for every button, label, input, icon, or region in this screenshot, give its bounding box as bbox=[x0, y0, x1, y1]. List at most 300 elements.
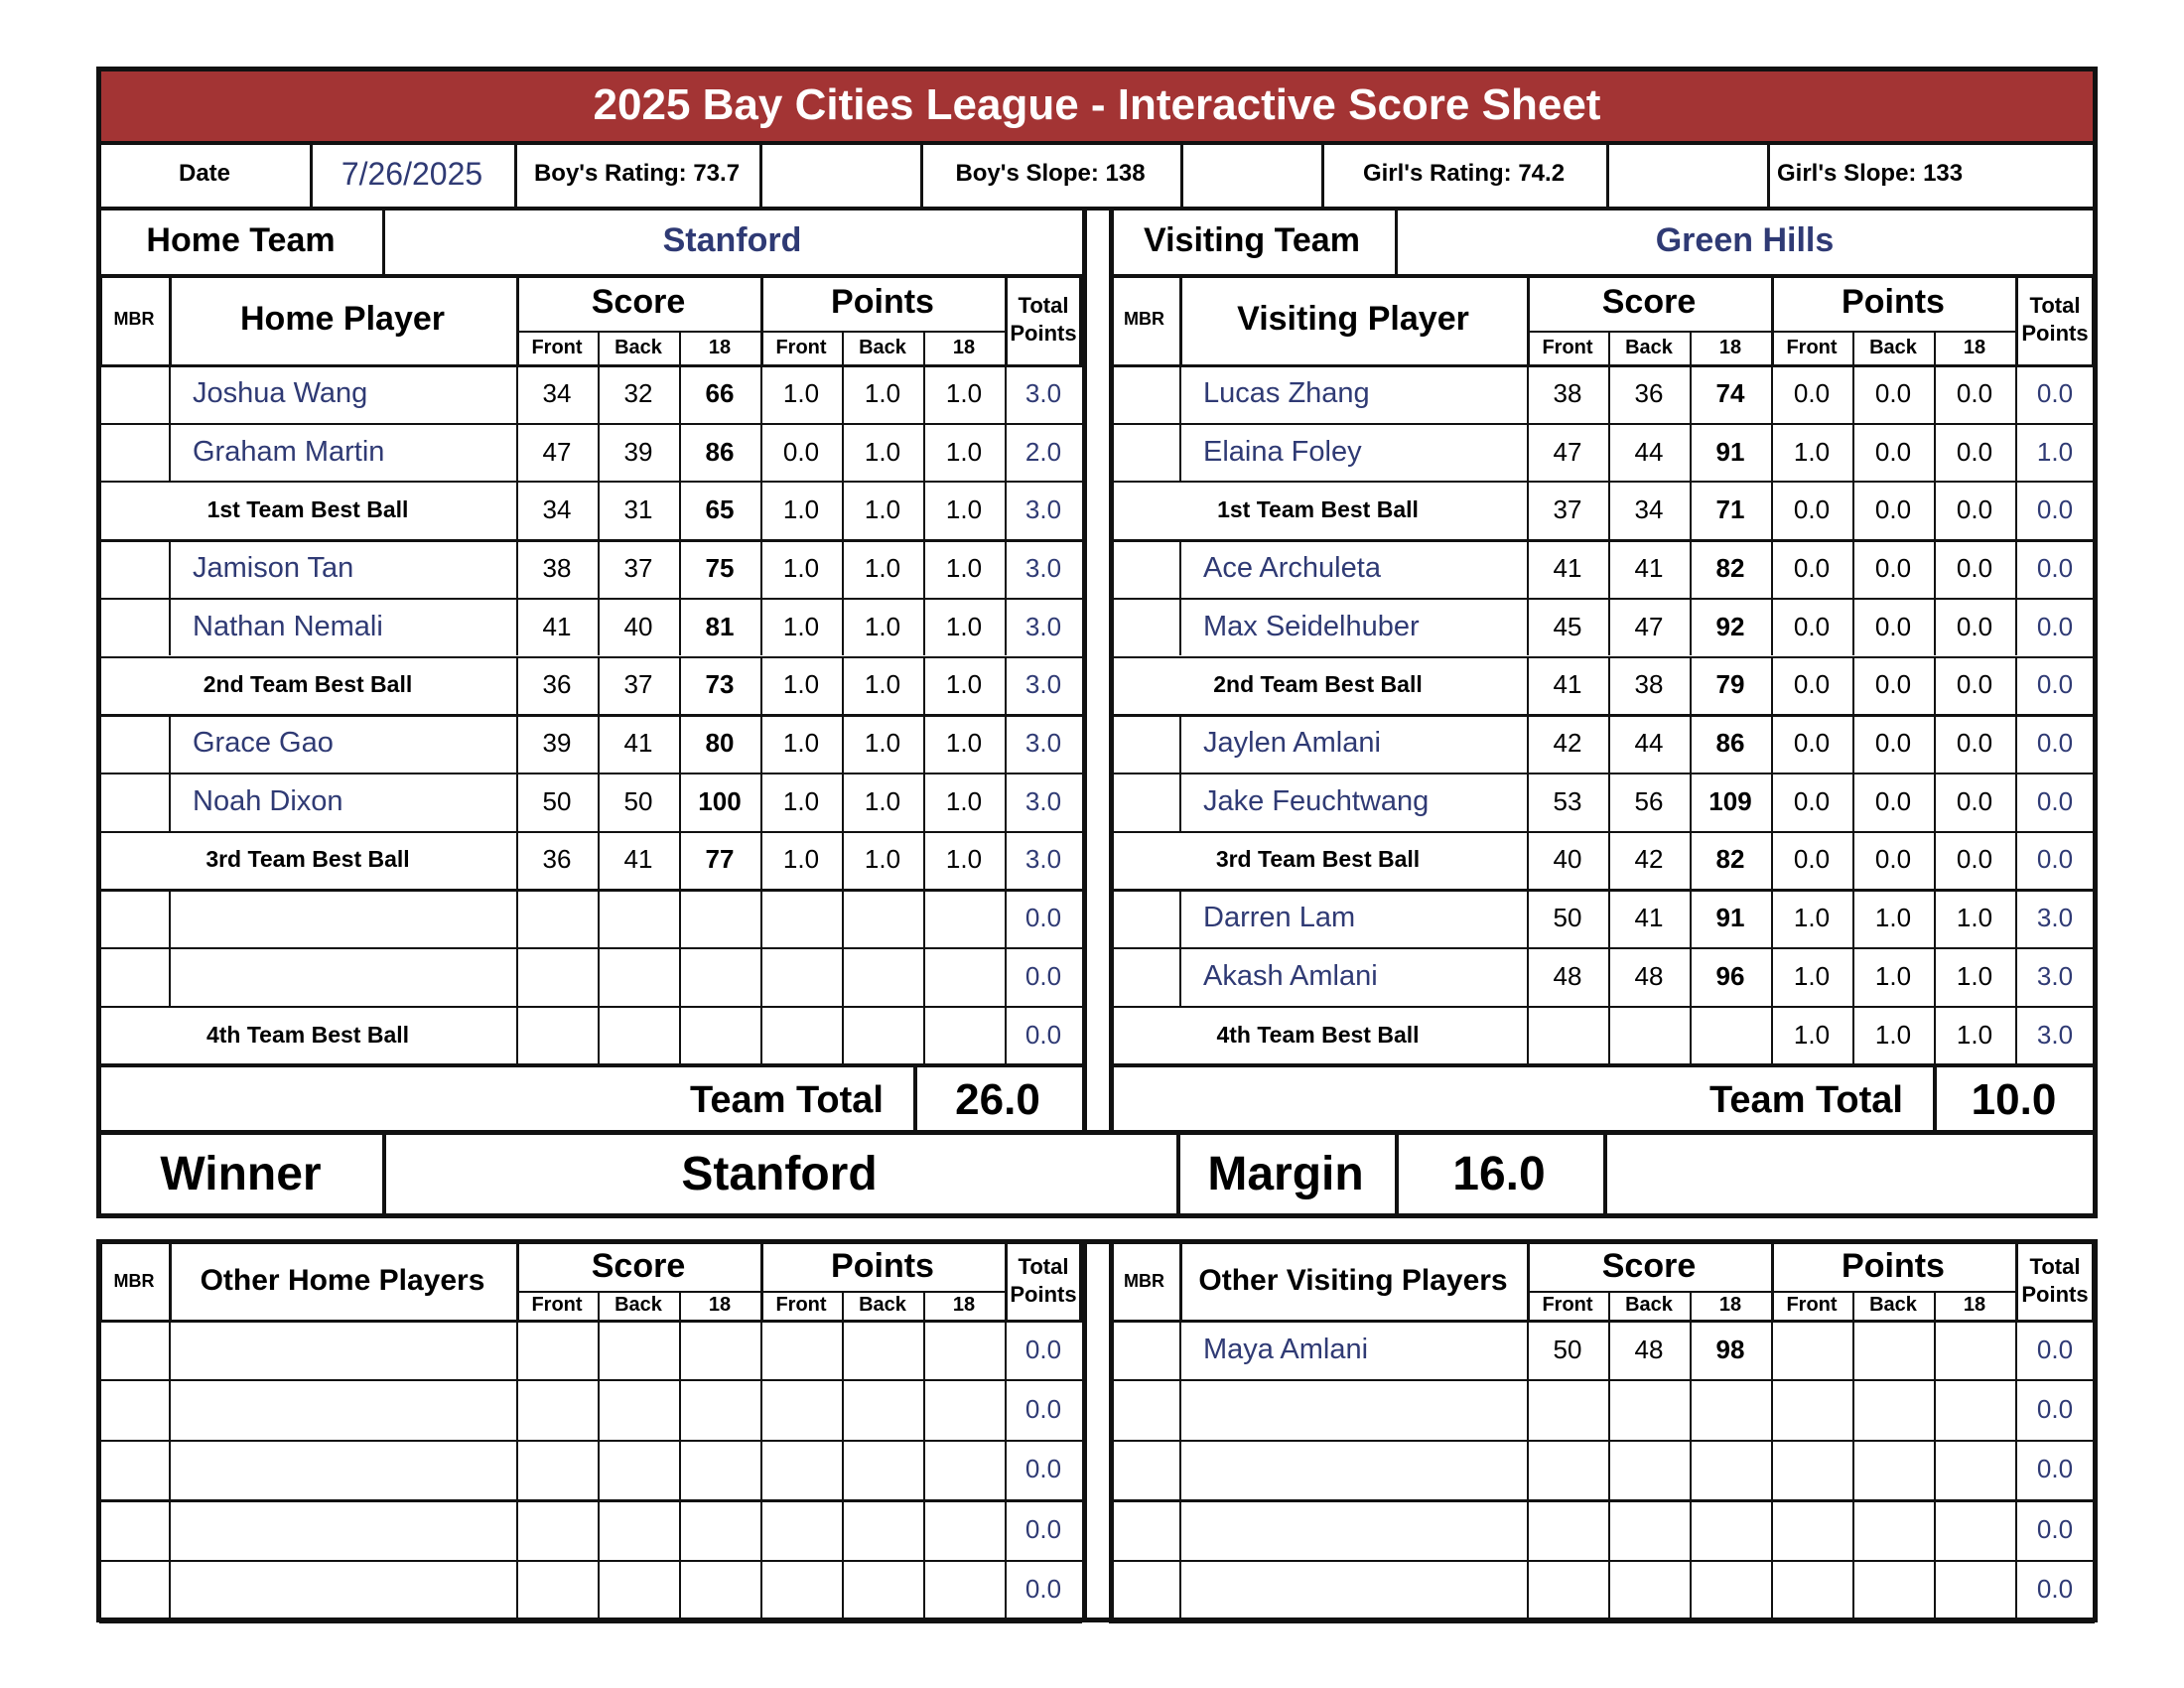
other-home-back-cell[interactable] bbox=[598, 1440, 679, 1499]
home-front-cell[interactable]: 41 bbox=[542, 611, 572, 641]
other-visiting-back-cell[interactable]: 48 bbox=[1634, 1334, 1664, 1364]
other-visiting-player-name[interactable] bbox=[1179, 1379, 1527, 1439]
home-score-header: Score bbox=[591, 283, 686, 322]
home-back-cell[interactable]: 31 bbox=[623, 494, 653, 525]
date-field[interactable]: 7/26/2025 bbox=[341, 155, 483, 192]
rule-line bbox=[1934, 714, 1936, 773]
rule-line bbox=[1527, 274, 1530, 364]
other-visiting-mbr-cell[interactable] bbox=[1109, 1560, 1179, 1619]
other-visiting-mbr-cell[interactable] bbox=[1109, 1440, 1179, 1499]
home-back-cell[interactable] bbox=[598, 1006, 679, 1064]
home-mbr-cell[interactable] bbox=[99, 423, 169, 482]
rule-line bbox=[1852, 773, 1854, 831]
home-player-name[interactable] bbox=[169, 889, 516, 947]
rule-line bbox=[1608, 1320, 1610, 1379]
visiting-mbr-cell[interactable] bbox=[1109, 364, 1179, 423]
rule-line bbox=[923, 1291, 925, 1320]
rule-line bbox=[99, 1619, 1082, 1623]
other-visiting-player-name[interactable] bbox=[1179, 1560, 1527, 1619]
home-player-name[interactable]: Jamison Tan bbox=[193, 551, 354, 584]
home-best-ball-label: 3rd Team Best Ball bbox=[205, 846, 410, 873]
home-mbr-cell[interactable] bbox=[99, 539, 169, 598]
rule-line bbox=[1690, 889, 1692, 947]
home-mbr-cell[interactable] bbox=[99, 773, 169, 831]
visiting-tp-cell: 0.0 bbox=[2036, 611, 2074, 641]
visiting-total-cell: 82 bbox=[1715, 552, 1745, 583]
visiting-front-cell[interactable]: 45 bbox=[1553, 611, 1582, 641]
boys-slope: Boy's Slope: 138 bbox=[955, 160, 1146, 187]
rule-line bbox=[1771, 1379, 1773, 1439]
rule-line bbox=[1005, 773, 1007, 831]
home-player-name[interactable] bbox=[169, 947, 516, 1006]
other-home-front-cell[interactable] bbox=[516, 1560, 598, 1619]
rule-line bbox=[598, 656, 600, 715]
home-p18-cell: 1.0 bbox=[945, 844, 983, 875]
home-mbr-cell[interactable] bbox=[99, 947, 169, 1006]
other-home-player-name[interactable] bbox=[169, 1499, 516, 1559]
rule-line bbox=[598, 1006, 600, 1064]
rule-line bbox=[1608, 331, 1610, 364]
visiting-mbr-cell[interactable] bbox=[1109, 947, 1179, 1006]
rule-line bbox=[1608, 481, 1610, 539]
rule-line bbox=[1767, 141, 1770, 207]
visiting-back-cell[interactable]: 38 bbox=[1634, 669, 1664, 700]
visiting-front-cell[interactable]: 38 bbox=[1553, 377, 1582, 408]
rule-line bbox=[1005, 423, 1007, 482]
home-back-cell[interactable]: 37 bbox=[623, 552, 653, 583]
visiting-pf-cell: 1.0 bbox=[1793, 960, 1831, 991]
home-player-name[interactable]: Joshua Wang bbox=[193, 376, 368, 409]
rule-line bbox=[1109, 1499, 2095, 1502]
other-home-back-cell[interactable] bbox=[598, 1560, 679, 1619]
rule-line bbox=[1527, 539, 1529, 598]
other-home-total-cell bbox=[679, 1440, 760, 1499]
visiting-tp-cell: 3.0 bbox=[2036, 960, 2074, 991]
rule-line bbox=[1109, 1619, 2095, 1623]
rule-line bbox=[1771, 598, 1773, 656]
rule-line bbox=[1934, 656, 1936, 715]
visiting-total-cell: 91 bbox=[1715, 903, 1745, 933]
rule-line bbox=[169, 364, 171, 423]
home-p18-cell bbox=[923, 1006, 1005, 1064]
home-mbr-cell[interactable] bbox=[99, 714, 169, 773]
other-visiting-back-cell[interactable] bbox=[1608, 1499, 1690, 1559]
home-back-cell[interactable]: 37 bbox=[623, 669, 653, 700]
visiting-back-cell[interactable]: 41 bbox=[1634, 903, 1664, 933]
rule-line bbox=[760, 1242, 763, 1320]
rule-line bbox=[1527, 598, 1529, 656]
visiting-front-cell[interactable]: 47 bbox=[1553, 436, 1582, 467]
rule-line bbox=[99, 207, 2095, 211]
visiting-team-name[interactable]: Green Hills bbox=[1655, 220, 1835, 259]
rule-line bbox=[1179, 274, 1182, 364]
home-total-cell bbox=[679, 889, 760, 947]
rule-line bbox=[760, 539, 762, 598]
visiting-player-name[interactable]: Ace Archuleta bbox=[1203, 551, 1381, 584]
winner-label: Winner bbox=[160, 1147, 322, 1200]
home-front-cell[interactable]: 34 bbox=[542, 377, 572, 408]
rule-line bbox=[1771, 773, 1773, 831]
other-home-score-header: Score bbox=[591, 1247, 686, 1286]
other-home-back-cell[interactable] bbox=[598, 1379, 679, 1439]
other-visiting-pf-cell bbox=[1771, 1440, 1852, 1499]
home-front-cell[interactable]: 47 bbox=[542, 436, 572, 467]
home-back-cell[interactable]: 32 bbox=[623, 377, 653, 408]
other-visiting-pf-cell bbox=[1771, 1560, 1852, 1619]
other-home-player-name[interactable] bbox=[169, 1560, 516, 1619]
home-front-cell[interactable]: 36 bbox=[542, 844, 572, 875]
home-back-cell[interactable]: 41 bbox=[623, 728, 653, 759]
rule-line bbox=[679, 539, 681, 598]
rule-line bbox=[1852, 714, 1854, 773]
rule-line bbox=[842, 598, 844, 656]
visiting-p18-cell: 0.0 bbox=[1956, 844, 1993, 875]
other-home-player-name[interactable] bbox=[169, 1379, 516, 1439]
date-label: Date bbox=[178, 160, 231, 187]
visiting-front-cell[interactable]: 50 bbox=[1553, 903, 1582, 933]
home-mbr-cell[interactable] bbox=[99, 598, 169, 656]
visiting-mbr-cell[interactable] bbox=[1109, 714, 1179, 773]
home-back-cell[interactable]: 41 bbox=[623, 844, 653, 875]
visiting-best-ball-label: 3rd Team Best Ball bbox=[1215, 846, 1421, 873]
other-home-mbr-cell[interactable] bbox=[99, 1320, 169, 1379]
other-visiting-front-cell[interactable] bbox=[1527, 1560, 1608, 1619]
visiting-front-cell[interactable] bbox=[1527, 1006, 1608, 1064]
other-home-mbr-cell[interactable] bbox=[99, 1499, 169, 1559]
visiting-mbr-header: MBR bbox=[1124, 309, 1164, 329]
rule-line bbox=[1852, 539, 1854, 598]
other-visiting-total-cell bbox=[1690, 1440, 1771, 1499]
rule-line bbox=[679, 1006, 681, 1064]
visiting-back-cell[interactable]: 56 bbox=[1634, 785, 1664, 816]
rule-line bbox=[1852, 947, 1854, 1006]
rule-line bbox=[99, 1560, 1082, 1562]
other-home-mbr-cell[interactable] bbox=[99, 1379, 169, 1439]
home-pb-cell: 1.0 bbox=[864, 785, 901, 816]
rule-line bbox=[1852, 889, 1854, 947]
rule-line bbox=[1527, 947, 1529, 1006]
visiting-back-cell[interactable] bbox=[1608, 1006, 1690, 1064]
other-visiting-front-cell[interactable]: 50 bbox=[1553, 1334, 1582, 1364]
visiting-mbr-cell[interactable] bbox=[1109, 539, 1179, 598]
rule-line bbox=[1005, 364, 1007, 423]
visiting-sub-header-back: Back bbox=[1869, 336, 1917, 358]
rule-line bbox=[760, 1006, 762, 1064]
rule-line bbox=[598, 889, 600, 947]
home-front-cell[interactable]: 50 bbox=[542, 785, 572, 816]
home-mbr-cell[interactable] bbox=[99, 889, 169, 947]
visiting-score-header: Score bbox=[1601, 283, 1697, 322]
home-front-cell[interactable] bbox=[516, 1006, 598, 1064]
rule-line bbox=[1608, 656, 1610, 715]
rule-line bbox=[516, 831, 518, 890]
home-back-cell[interactable] bbox=[598, 947, 679, 1006]
home-front-cell[interactable]: 39 bbox=[542, 728, 572, 759]
home-tp-cell: 0.0 bbox=[1024, 1019, 1062, 1050]
rule-line bbox=[598, 1320, 600, 1379]
rule-line bbox=[1109, 598, 2095, 600]
rule-line bbox=[760, 831, 762, 890]
other-home-front-cell[interactable] bbox=[516, 1440, 598, 1499]
visiting-pf-cell: 1.0 bbox=[1793, 1019, 1831, 1050]
visiting-front-cell[interactable]: 40 bbox=[1553, 844, 1582, 875]
other-home-front-cell[interactable] bbox=[516, 1499, 598, 1559]
visiting-total-cell: 82 bbox=[1715, 844, 1745, 875]
home-total-cell bbox=[679, 947, 760, 1006]
rule-line bbox=[679, 1379, 681, 1439]
rule-line bbox=[99, 1379, 1082, 1381]
rule-line bbox=[514, 141, 517, 207]
other-visiting-back-cell[interactable] bbox=[1608, 1560, 1690, 1619]
rule-line bbox=[2015, 364, 2017, 423]
other-home-back-cell[interactable] bbox=[598, 1320, 679, 1379]
rule-line bbox=[1934, 831, 1936, 890]
rule-line bbox=[2015, 1320, 2017, 1379]
home-back-cell[interactable]: 39 bbox=[623, 436, 653, 467]
other-visiting-mbr-cell[interactable] bbox=[1109, 1379, 1179, 1439]
visiting-mbr-cell[interactable] bbox=[1109, 773, 1179, 831]
visiting-front-cell[interactable]: 41 bbox=[1553, 669, 1582, 700]
home-back-cell[interactable]: 40 bbox=[623, 611, 653, 641]
home-pb-cell bbox=[842, 889, 923, 947]
visiting-back-cell[interactable]: 42 bbox=[1634, 844, 1664, 875]
other-home-mbr-cell[interactable] bbox=[99, 1560, 169, 1619]
margin-label: Margin bbox=[1207, 1147, 1364, 1200]
other-visiting-player-name[interactable]: Maya Amlani bbox=[1203, 1333, 1369, 1365]
home-back-cell[interactable] bbox=[598, 889, 679, 947]
visiting-team-label: Visiting Team bbox=[1144, 220, 1360, 259]
rule-line bbox=[1771, 423, 1773, 482]
rule-line bbox=[99, 656, 1082, 658]
visiting-back-cell[interactable]: 44 bbox=[1634, 436, 1664, 467]
other-visiting-pf-cell bbox=[1771, 1379, 1852, 1439]
other-home-player-name[interactable] bbox=[169, 1440, 516, 1499]
rule-line bbox=[760, 1560, 762, 1619]
other-home-mbr-cell[interactable] bbox=[99, 1440, 169, 1499]
visiting-tp-cell: 0.0 bbox=[2036, 785, 2074, 816]
home-mbr-header: MBR bbox=[113, 309, 155, 329]
home-mbr-cell[interactable] bbox=[99, 364, 169, 423]
home-front-cell[interactable]: 38 bbox=[542, 552, 572, 583]
rule-line bbox=[760, 1379, 762, 1439]
rule-line bbox=[842, 1291, 844, 1320]
other-home-total-cell bbox=[679, 1560, 760, 1619]
other-visiting-mbr-cell[interactable] bbox=[1109, 1499, 1179, 1559]
other-home-pb-cell bbox=[842, 1379, 923, 1439]
visiting-pb-cell: 0.0 bbox=[1874, 611, 1912, 641]
home-p18-cell: 1.0 bbox=[945, 728, 983, 759]
rule-line bbox=[760, 656, 762, 715]
rule-line bbox=[923, 889, 925, 947]
rule-line bbox=[99, 1440, 1082, 1442]
visiting-player-name[interactable]: Akash Amlani bbox=[1203, 959, 1378, 992]
other-home-total-cell bbox=[679, 1379, 760, 1439]
visiting-player-name[interactable]: Jaylen Amlani bbox=[1203, 727, 1381, 760]
visiting-player-name[interactable]: Max Seidelhuber bbox=[1203, 610, 1420, 642]
rule-line bbox=[1690, 947, 1692, 1006]
rule-line bbox=[1527, 656, 1529, 715]
rule-line bbox=[169, 1320, 171, 1379]
home-front-cell[interactable]: 34 bbox=[542, 494, 572, 525]
rule-line bbox=[1079, 274, 1082, 364]
visiting-best-ball-label: 1st Team Best Ball bbox=[1217, 496, 1419, 523]
rule-line bbox=[99, 1242, 102, 1320]
rule-line bbox=[169, 598, 171, 656]
rule-line bbox=[913, 1066, 917, 1134]
visiting-pb-cell: 1.0 bbox=[1874, 1019, 1912, 1050]
home-tp-cell: 3.0 bbox=[1024, 844, 1062, 875]
home-pb-cell: 1.0 bbox=[864, 728, 901, 759]
visiting-back-cell[interactable]: 41 bbox=[1634, 552, 1664, 583]
home-front-cell[interactable] bbox=[516, 889, 598, 947]
rule-line bbox=[1608, 1379, 1610, 1439]
rule-line bbox=[1690, 1006, 1692, 1064]
visiting-points-header: Points bbox=[1842, 283, 1945, 322]
home-pf-cell: 1.0 bbox=[782, 844, 820, 875]
visiting-total-cell bbox=[1690, 1006, 1771, 1064]
other-visiting-front-cell[interactable] bbox=[1527, 1440, 1608, 1499]
rule-line bbox=[2015, 773, 2017, 831]
rule-line bbox=[169, 889, 171, 947]
visiting-front-cell[interactable]: 37 bbox=[1553, 494, 1582, 525]
home-p18-cell bbox=[923, 947, 1005, 1006]
visiting-player-name[interactable]: Darren Lam bbox=[1203, 902, 1356, 934]
rule-line bbox=[1934, 773, 1936, 831]
rule-line bbox=[1852, 656, 1854, 715]
rule-line bbox=[2015, 889, 2017, 947]
visiting-pb-cell: 0.0 bbox=[1874, 669, 1912, 700]
rule-line bbox=[1690, 773, 1692, 831]
other-visiting-p18-cell bbox=[1934, 1440, 2015, 1499]
rule-line bbox=[1527, 1499, 1529, 1559]
visiting-player-name[interactable]: Elaina Foley bbox=[1203, 435, 1362, 468]
rule-line bbox=[516, 1320, 518, 1379]
rule-line bbox=[1608, 1440, 1610, 1499]
visiting-front-cell[interactable]: 53 bbox=[1553, 785, 1582, 816]
home-sub-header-front: Front bbox=[775, 336, 827, 358]
rule-line bbox=[1527, 481, 1529, 539]
rule-line bbox=[1690, 1320, 1692, 1379]
visiting-total-cell: 91 bbox=[1715, 436, 1745, 467]
rule-line bbox=[760, 889, 762, 947]
other-home-front-cell[interactable] bbox=[516, 1379, 598, 1439]
rule-line bbox=[1934, 598, 1936, 656]
other-visiting-tp-cell: 0.0 bbox=[2036, 1574, 2074, 1605]
home-player-name[interactable]: Graham Martin bbox=[193, 435, 385, 468]
rule-line bbox=[1771, 656, 1773, 715]
visiting-player-name[interactable]: Lucas Zhang bbox=[1203, 376, 1370, 409]
rule-line bbox=[1934, 1006, 1936, 1064]
rule-line bbox=[923, 1379, 925, 1439]
rule-line bbox=[679, 773, 681, 831]
other-visiting-pb-cell bbox=[1852, 1320, 1934, 1379]
visiting-front-cell[interactable]: 42 bbox=[1553, 728, 1582, 759]
rule-line bbox=[516, 598, 518, 656]
visiting-mbr-cell[interactable] bbox=[1109, 889, 1179, 947]
rule-line bbox=[1109, 714, 2095, 717]
rule-line bbox=[1005, 274, 1008, 364]
other-home-player-name[interactable] bbox=[169, 1320, 516, 1379]
home-front-cell[interactable] bbox=[516, 947, 598, 1006]
home-tp-cell: 3.0 bbox=[1024, 552, 1062, 583]
rule-line bbox=[760, 1440, 762, 1499]
other-visiting-player-name[interactable] bbox=[1179, 1440, 1527, 1499]
rule-line bbox=[598, 539, 600, 598]
rule-line bbox=[1690, 331, 1692, 364]
visiting-back-cell[interactable]: 47 bbox=[1634, 611, 1664, 641]
rule-line bbox=[760, 423, 762, 482]
other-home-front-cell[interactable] bbox=[516, 1320, 598, 1379]
visiting-total-cell: 74 bbox=[1715, 377, 1745, 408]
other-visiting-pb-cell bbox=[1852, 1379, 1934, 1439]
rule-line bbox=[516, 1560, 518, 1619]
visiting-front-cell[interactable]: 41 bbox=[1553, 552, 1582, 583]
home-player-name[interactable]: Nathan Nemali bbox=[193, 610, 383, 642]
rule-line bbox=[169, 1242, 172, 1320]
visiting-tp-cell: 3.0 bbox=[2036, 1019, 2074, 1050]
other-visiting-mbr-cell[interactable] bbox=[1109, 1320, 1179, 1379]
rule-line bbox=[1109, 656, 2095, 658]
other-visiting-back-cell[interactable] bbox=[1608, 1379, 1690, 1439]
home-player-name[interactable]: Noah Dixon bbox=[193, 784, 343, 817]
rule-line bbox=[679, 947, 681, 1006]
visiting-back-cell[interactable]: 44 bbox=[1634, 728, 1664, 759]
visiting-back-cell[interactable]: 48 bbox=[1634, 960, 1664, 991]
home-front-cell[interactable]: 36 bbox=[542, 669, 572, 700]
visiting-sub-header-back: Back bbox=[1625, 336, 1673, 358]
other-visiting-front-cell[interactable] bbox=[1527, 1499, 1608, 1559]
other-visiting-back-cell[interactable] bbox=[1608, 1440, 1690, 1499]
rule-line bbox=[1934, 539, 1936, 598]
rule-line bbox=[923, 714, 925, 773]
visiting-mbr-cell[interactable] bbox=[1109, 423, 1179, 482]
rule-line bbox=[2015, 714, 2017, 773]
rule-line bbox=[99, 1130, 2095, 1135]
winner-name: Stanford bbox=[681, 1147, 878, 1200]
rule-line bbox=[679, 889, 681, 947]
visiting-back-cell[interactable]: 34 bbox=[1634, 494, 1664, 525]
visiting-player-name[interactable]: Jake Feuchtwang bbox=[1203, 784, 1430, 817]
rule-line bbox=[842, 331, 844, 364]
home-player-name[interactable]: Grace Gao bbox=[193, 727, 334, 760]
other-home-back-cell[interactable] bbox=[598, 1499, 679, 1559]
rule-line bbox=[1180, 141, 1183, 207]
home-tp-cell: 0.0 bbox=[1024, 903, 1062, 933]
other-home-pf-cell bbox=[760, 1320, 842, 1379]
visiting-front-cell[interactable]: 48 bbox=[1553, 960, 1582, 991]
rule-line bbox=[99, 1006, 1082, 1008]
visiting-back-cell[interactable]: 36 bbox=[1634, 377, 1664, 408]
home-back-cell[interactable]: 50 bbox=[623, 785, 653, 816]
other-visiting-front-cell[interactable] bbox=[1527, 1379, 1608, 1439]
home-team-name[interactable]: Stanford bbox=[662, 220, 802, 259]
home-pf-cell: 1.0 bbox=[782, 669, 820, 700]
home-p18-cell: 1.0 bbox=[945, 785, 983, 816]
home-pf-cell: 1.0 bbox=[782, 728, 820, 759]
rule-line bbox=[516, 364, 518, 423]
visiting-mbr-cell[interactable] bbox=[1109, 598, 1179, 656]
rule-line bbox=[598, 331, 600, 364]
rule-line bbox=[516, 889, 518, 947]
rule-line bbox=[99, 274, 102, 364]
rule-line bbox=[923, 831, 925, 890]
rule-line bbox=[2015, 656, 2017, 715]
visiting-player-header: Visiting Player bbox=[1237, 300, 1469, 338]
rule-line bbox=[923, 539, 925, 598]
other-visiting-score-header: Score bbox=[1601, 1247, 1697, 1286]
other-visiting-player-name[interactable] bbox=[1179, 1499, 1527, 1559]
rule-line bbox=[1527, 1440, 1529, 1499]
